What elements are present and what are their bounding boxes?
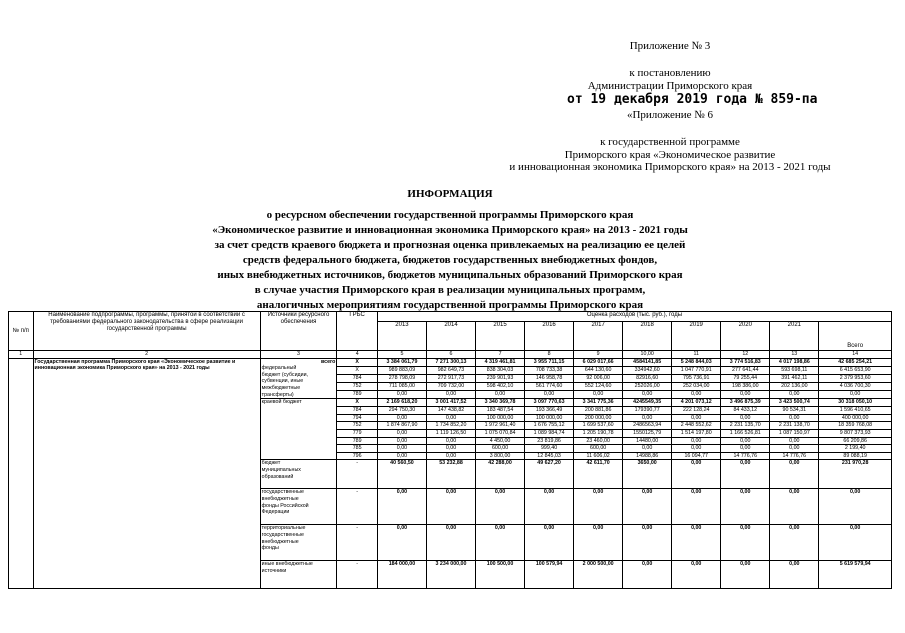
grbs-cell: 784: [337, 374, 378, 382]
grbs-cell: 752: [337, 382, 378, 390]
value-cell: 0,00: [623, 445, 672, 453]
value-cell: 593 698,11: [770, 366, 819, 374]
total-value-cell: 4 036 700,30: [819, 382, 892, 390]
value-cell: 0,00: [426, 391, 475, 399]
value-cell: 0,00: [476, 525, 525, 561]
column-index: 6: [426, 351, 475, 359]
grbs-cell: -: [337, 561, 378, 589]
year-header: 2020: [721, 322, 770, 351]
value-cell: 42 288,00: [476, 460, 525, 489]
grbs-cell: 785: [337, 445, 378, 453]
value-cell: 0,00: [426, 437, 475, 445]
value-cell: 0,00: [721, 414, 770, 422]
grbs-cell: X: [337, 399, 378, 407]
value-cell: 3 340 369,78: [476, 399, 525, 407]
value-cell: 0,00: [672, 561, 721, 589]
year-header: 2015: [476, 322, 525, 351]
total-value-cell: 6 415 653,90: [819, 366, 892, 374]
value-cell: 0,00: [377, 414, 426, 422]
total-value-cell: 66 209,86: [819, 437, 892, 445]
value-cell: 0,00: [623, 561, 672, 589]
value-cell: 0,00: [525, 391, 574, 399]
value-cell: 0,00: [770, 489, 819, 525]
column-index: 13: [770, 351, 819, 359]
header-name: Наименование подпрограммы, программы, принятой в соответствии с требованиями федерального законодательства в сфере реализации государственной программы: [33, 312, 260, 351]
value-cell: 561 774,60: [525, 382, 574, 390]
source-label: бюджет (субсидии,: [261, 371, 309, 378]
source-label: внебюджетные: [261, 538, 299, 545]
value-cell: 200 000,00: [574, 414, 623, 422]
source-label: Федерации: [261, 509, 290, 516]
grbs-cell: 779: [337, 429, 378, 437]
source-label: муниципальных: [261, 466, 301, 473]
grbs-cell: 789: [337, 391, 378, 399]
appendix-label: Приложение № 3: [629, 40, 711, 52]
value-cell: 42 611,70: [574, 460, 623, 489]
value-cell: 0,00: [574, 525, 623, 561]
value-cell: 0,00: [426, 414, 475, 422]
value-cell: 2 169 618,20: [377, 399, 426, 407]
value-cell: 3 955 711,15: [525, 358, 574, 366]
value-cell: 334942,60: [623, 366, 672, 374]
value-cell: 92 006,00: [574, 374, 623, 382]
value-cell: 644 130,60: [574, 366, 623, 374]
value-cell: 193 366,49: [525, 407, 574, 415]
column-index: 1: [9, 351, 34, 359]
grbs-cell: 752: [337, 422, 378, 430]
value-cell: 2 000 500,00: [574, 561, 623, 589]
value-cell: 0,00: [525, 489, 574, 525]
value-cell: 0,00: [672, 525, 721, 561]
value-cell: 3 341 775,36: [574, 399, 623, 407]
value-cell: 23 460,00: [574, 437, 623, 445]
grbs-cell: 789: [337, 437, 378, 445]
grbs-cell: -: [337, 489, 378, 525]
value-cell: 16 094,77: [672, 452, 721, 460]
column-index: 14: [819, 351, 892, 359]
source-label: федеральный: [261, 365, 297, 372]
to-program-label: к государственной программе: [600, 136, 740, 148]
year-header: 2016: [525, 322, 574, 351]
value-cell: 14 776,76: [770, 452, 819, 460]
value-cell: 2 448 552,62: [672, 422, 721, 430]
resolution-date-stamp: от 19 декабря 2019 года № 859-па: [567, 92, 818, 107]
value-cell: 4 201 073,12: [672, 399, 721, 407]
value-cell: 0,00: [476, 391, 525, 399]
total-value-cell: 0,00: [819, 489, 892, 525]
value-cell: 294 750,30: [377, 407, 426, 415]
value-cell: 14480,00: [623, 437, 672, 445]
source-label: фонды: [261, 545, 279, 552]
value-cell: 1 087 150,97: [770, 429, 819, 437]
year-header: 2019: [672, 322, 721, 351]
column-index: 8: [525, 351, 574, 359]
value-cell: 252026,00: [623, 382, 672, 390]
value-cell: 0,00: [672, 489, 721, 525]
value-cell: 84 433,12: [721, 407, 770, 415]
grbs-cell: 784: [337, 407, 378, 415]
total-value-cell: 0,00: [819, 391, 892, 399]
value-cell: 0,00: [770, 561, 819, 589]
column-index: 5: [377, 351, 426, 359]
value-cell: 1 699 537,60: [574, 422, 623, 430]
value-cell: 272 917,73: [426, 374, 475, 382]
subtitle-line: иных внебюджетных источников, бюджетов муниципальных образований Приморского края: [217, 269, 683, 281]
value-cell: 0,00: [377, 452, 426, 460]
value-cell: 0,00: [426, 525, 475, 561]
value-cell: 1 075 070,84: [476, 429, 525, 437]
resource-table: [8, 311, 892, 589]
value-cell: 0,00: [377, 489, 426, 525]
value-cell: 0,00: [721, 391, 770, 399]
column-index: 4: [337, 351, 378, 359]
value-cell: 0,00: [770, 460, 819, 489]
value-cell: 0,00: [672, 460, 721, 489]
value-cell: 1 972 961,40: [476, 422, 525, 430]
value-cell: 40 560,50: [377, 460, 426, 489]
value-cell: 1 514 197,80: [672, 429, 721, 437]
value-cell: 100 000,00: [525, 414, 574, 422]
value-cell: 3 384 061,79: [377, 358, 426, 366]
value-cell: 1550125,79: [623, 429, 672, 437]
value-cell: 202 136,00: [770, 382, 819, 390]
value-cell: 989 883,09: [377, 366, 426, 374]
value-cell: 3 774 516,83: [721, 358, 770, 366]
value-cell: 3 097 770,63: [525, 399, 574, 407]
value-cell: 1 166 526,81: [721, 429, 770, 437]
value-cell: 239 901,93: [476, 374, 525, 382]
value-cell: 100 500,00: [476, 561, 525, 589]
value-cell: 4584141,85: [623, 358, 672, 366]
value-cell: 0,00: [770, 445, 819, 453]
column-index: 7: [476, 351, 525, 359]
value-cell: 277 641,44: [721, 366, 770, 374]
source-cell: [260, 358, 337, 399]
value-cell: 1 874 867,90: [377, 422, 426, 430]
source-label: иные внебюджетные: [261, 561, 313, 568]
value-cell: 0,00: [721, 460, 770, 489]
value-cell: 14 776,76: [721, 452, 770, 460]
subtitle-line: за счет средств краевого бюджета и прогнозная оценка привлекаемых на реализацию ее целей: [214, 239, 686, 251]
value-cell: 3 800,00: [476, 452, 525, 460]
source-cell: [260, 561, 337, 589]
source-label: внебюджетные: [261, 495, 299, 502]
value-cell: 0,00: [672, 445, 721, 453]
total-value-cell: 1 596 410,65: [819, 407, 892, 415]
value-cell: 0,00: [770, 414, 819, 422]
value-cell: 3 234 000,00: [426, 561, 475, 589]
year-header: 2018: [623, 322, 672, 351]
source-label: образований: [261, 473, 294, 480]
value-cell: 278 798,09: [377, 374, 426, 382]
value-cell: 0,00: [770, 437, 819, 445]
value-cell: 3 423 500,74: [770, 399, 819, 407]
value-cell: 0,00: [672, 437, 721, 445]
document-subtitle: [150, 208, 750, 313]
source-label: всего: [321, 358, 336, 365]
source-label: государственные: [261, 531, 304, 538]
source-label: государственные: [261, 489, 304, 496]
value-cell: 14988,86: [623, 452, 672, 460]
subtitle-line: о ресурсном обеспечении государственной программы Приморского края: [266, 209, 634, 221]
source-label: источники: [261, 567, 287, 574]
value-cell: 0,00: [574, 489, 623, 525]
value-cell: 391 462,11: [770, 374, 819, 382]
value-cell: 0,00: [377, 445, 426, 453]
value-cell: 1 205 190,78: [574, 429, 623, 437]
value-cell: 3650,00: [623, 460, 672, 489]
value-cell: 0,00: [623, 414, 672, 422]
value-cell: 600,00: [574, 445, 623, 453]
total-value-cell: 2 199,40: [819, 445, 892, 453]
total-header: Всего: [819, 331, 892, 351]
value-cell: 0,00: [426, 452, 475, 460]
total-value-cell: 5 619 579,94: [819, 561, 892, 589]
value-cell: 1 734 852,20: [426, 422, 475, 430]
prior-appendix-label: «Приложение № 6: [626, 109, 714, 121]
year-header: 2021: [770, 322, 819, 351]
subtitle-line: в случае участия Приморского края в реализации муниципальных программ,: [254, 284, 646, 296]
value-cell: 0,00: [377, 525, 426, 561]
value-cell: 147 438,82: [426, 407, 475, 415]
value-cell: 4 017 198,86: [770, 358, 819, 366]
value-cell: 49 627,20: [525, 460, 574, 489]
value-cell: 708 733,38: [525, 366, 574, 374]
total-value-cell: 2 379 953,60: [819, 374, 892, 382]
value-cell: 0,00: [770, 525, 819, 561]
resolution-label: к постановлению: [629, 67, 711, 79]
header-grbs: ГРБС: [337, 312, 378, 351]
value-cell: 0,00: [721, 489, 770, 525]
value-cell: 4 319 461,81: [476, 358, 525, 366]
value-cell: 0,00: [377, 437, 426, 445]
value-cell: 179390,77: [623, 407, 672, 415]
value-cell: 3 496 875,39: [721, 399, 770, 407]
total-value-cell: 30 318 050,10: [819, 399, 892, 407]
column-index: 2: [33, 351, 260, 359]
value-cell: 2486563,94: [623, 422, 672, 430]
header-sources: Источники ресурсного обеспечения: [260, 312, 337, 351]
value-cell: 0,00: [525, 525, 574, 561]
value-cell: 0,00: [623, 489, 672, 525]
column-index: 10,00: [623, 351, 672, 359]
value-cell: 0,00: [623, 525, 672, 561]
total-value-cell: 231 970,28: [819, 460, 892, 489]
column-index: 12: [721, 351, 770, 359]
value-cell: 0,00: [476, 489, 525, 525]
value-cell: 23 819,86: [525, 437, 574, 445]
value-cell: 146 958,78: [525, 374, 574, 382]
value-cell: 4 450,00: [476, 437, 525, 445]
value-cell: 100 579,94: [525, 561, 574, 589]
program-name: Государственная программа Приморского края «Экономическое развитие и инновационная экономика Приморского края» на 2013 - 2021 годы: [33, 358, 260, 589]
year-header: 2017: [574, 322, 623, 351]
value-cell: 0,00: [574, 391, 623, 399]
value-cell: 252 034,00: [672, 382, 721, 390]
row-number: [9, 358, 34, 589]
value-cell: 0,00: [426, 445, 475, 453]
value-cell: 5 248 844,03: [672, 358, 721, 366]
value-cell: 82916,60: [623, 374, 672, 382]
value-cell: 1 047 770,91: [672, 366, 721, 374]
value-cell: 600,00: [476, 445, 525, 453]
grbs-cell: 796: [337, 452, 378, 460]
grbs-cell: X: [337, 366, 378, 374]
value-cell: 0,00: [721, 445, 770, 453]
value-cell: 6 029 017,66: [574, 358, 623, 366]
source-label: бюджет: [261, 460, 281, 467]
grbs-cell: -: [337, 525, 378, 561]
value-cell: 11 606,02: [574, 452, 623, 460]
value-cell: 198 386,00: [721, 382, 770, 390]
value-cell: 79 255,44: [721, 374, 770, 382]
source-cell: [260, 460, 337, 489]
value-cell: 0,00: [672, 414, 721, 422]
value-cell: 0,00: [721, 525, 770, 561]
source-cell: [260, 525, 337, 561]
value-cell: 1 089 984,74: [525, 429, 574, 437]
value-cell: 999,40: [525, 445, 574, 453]
program-line-1: Приморского края «Экономическое развитие: [564, 149, 776, 161]
value-cell: 0,00: [377, 429, 426, 437]
value-cell: 711 085,00: [377, 382, 426, 390]
year-header: 2014: [426, 322, 475, 351]
value-cell: 0,00: [721, 561, 770, 589]
value-cell: 838 304,03: [476, 366, 525, 374]
value-cell: 53 232,88: [426, 460, 475, 489]
value-cell: 184 000,00: [377, 561, 426, 589]
value-cell: 0,00: [770, 391, 819, 399]
total-value-cell: 42 685 254,21: [819, 358, 892, 366]
value-cell: 100 000,00: [476, 414, 525, 422]
source-label: трансферты): [261, 391, 294, 398]
header-costs: Оценка расходов (тыс. руб.), годы: [377, 312, 891, 322]
source-label: субвенции, иные: [261, 378, 304, 385]
subtitle-line: аналогичных мероприятиям государственной программы Приморского края: [256, 299, 644, 311]
value-cell: 552 124,60: [574, 382, 623, 390]
source-cell: [260, 489, 337, 525]
value-cell: 7 271 300,13: [426, 358, 475, 366]
value-cell: 1 119 126,50: [426, 429, 475, 437]
subtitle-line: средств федерального бюджета, бюджетов государственных внебюджетных фондов,: [242, 254, 658, 266]
value-cell: 0,00: [623, 391, 672, 399]
grbs-cell: -: [337, 460, 378, 489]
value-cell: 1 676 755,12: [525, 422, 574, 430]
value-cell: 4245549,35: [623, 399, 672, 407]
value-cell: 90 534,31: [770, 407, 819, 415]
year-header: 2013: [377, 322, 426, 351]
value-cell: 0,00: [721, 437, 770, 445]
document-heading: ИНФОРМАЦИЯ: [407, 188, 493, 200]
value-cell: 2 231 135,70: [721, 422, 770, 430]
value-cell: 12 845,03: [525, 452, 574, 460]
value-cell: 598 402,10: [476, 382, 525, 390]
value-cell: 200 881,86: [574, 407, 623, 415]
source-label: краевой бюджет: [261, 399, 302, 406]
value-cell: 222 128,24: [672, 407, 721, 415]
source-label: межбюджетные: [261, 384, 301, 391]
total-value-cell: 0,00: [819, 525, 892, 561]
value-cell: 0,00: [377, 391, 426, 399]
value-cell: 0,00: [426, 489, 475, 525]
source-label: фонды Российской: [261, 502, 309, 509]
program-line-2: и инновационная экономика Приморского края» на 2013 - 2021 годы: [509, 161, 831, 173]
grbs-cell: X: [337, 358, 378, 366]
column-index: 9: [574, 351, 623, 359]
value-cell: 183 487,54: [476, 407, 525, 415]
value-cell: 982 649,73: [426, 366, 475, 374]
total-header-top: [819, 322, 892, 331]
value-cell: 2 231 138,70: [770, 422, 819, 430]
subtitle-line: «Экономическое развитие и инновационная экономика Приморского края» на 2013 - 2021 годы: [212, 224, 688, 236]
administration-label: Администрации Приморского края: [587, 80, 753, 92]
value-cell: 3 001 417,52: [426, 399, 475, 407]
value-cell: 795 736,91: [672, 374, 721, 382]
value-cell: 709 732,00: [426, 382, 475, 390]
source-cell: [260, 399, 337, 460]
total-value-cell: 18 359 768,08: [819, 422, 892, 430]
total-value-cell: 89 088,19: [819, 452, 892, 460]
header-num: № п/п: [9, 312, 34, 351]
column-index: 3: [260, 351, 337, 359]
total-value-cell: 9 807 373,93: [819, 429, 892, 437]
column-index: 11: [672, 351, 721, 359]
value-cell: 0,00: [672, 391, 721, 399]
source-label: территориальные: [261, 525, 306, 532]
grbs-cell: 794: [337, 414, 378, 422]
total-value-cell: 400 000,00: [819, 414, 892, 422]
